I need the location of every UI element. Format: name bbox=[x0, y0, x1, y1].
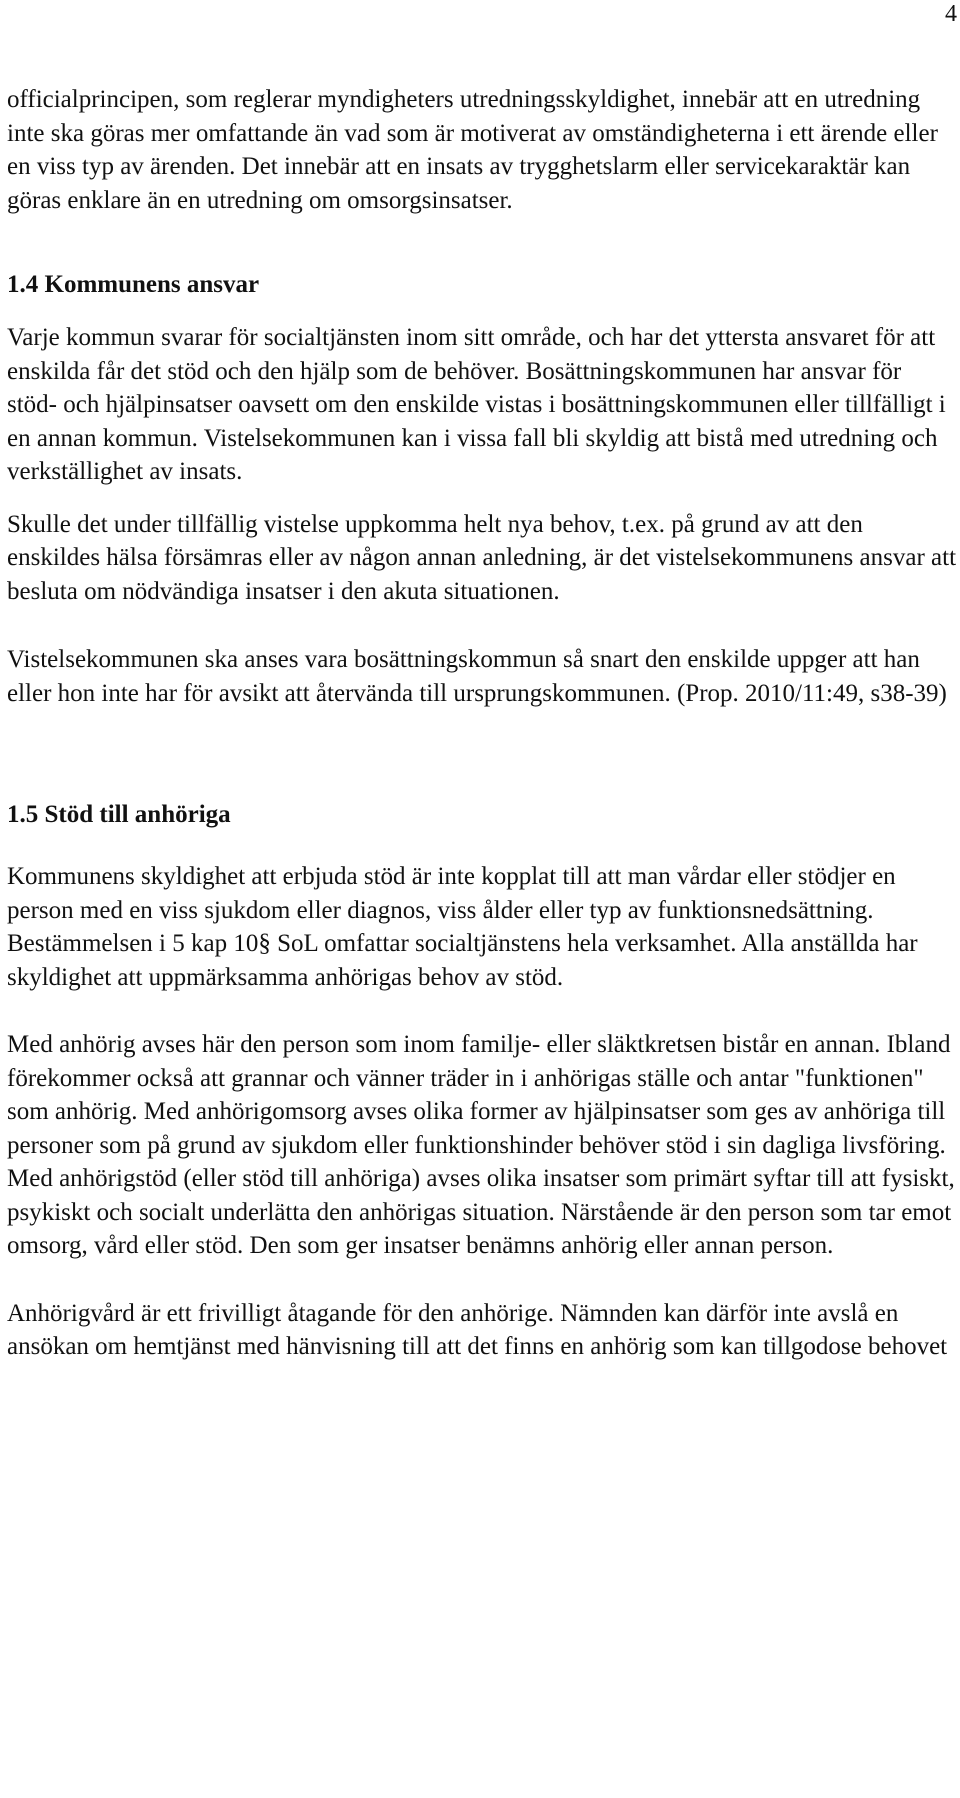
paragraph-support-obligation: Kommunens skyldighet att erbjuda stöd är inte kopplat till att man vårdar eller stödjer en person med en viss sjukdom eller diagnos, viss ålder eller typ av funktionsnedsättning. bbox=[7, 863, 896, 924]
section-heading-1-4: 1.4 Kommunens ansvar bbox=[7, 271, 260, 298]
paragraph-relative-care: Anhörigvård är ett frivilligt åtagande för den anhörige. Nämnden kan därför inte avslå en ansökan om hemtjänst med hänvisning till att det finns en anhörig som kan tillgodose behovet bbox=[7, 1299, 948, 1360]
document-body bbox=[7, 83, 957, 1364]
paragraph-relative-definition: Med anhörig avses här den person som inom familje- eller släktkretsen bistår en annan. Ibland förekommer också att grannar och vänner träder in i anhörigas ställe och antar "funktionen" som anhörig. Med anhörigomsorg avses olika former av hjälpinsatser som ges av anhöriga till personer som på grund av sjukdom eller funktionshinder behöver stöd i sin dagliga livsföring. Med anhörigstöd (eller stöd till anhöriga) avses olika insatser som primärt syftar till att fysiskt, psykiskt och socialt underlätta den anhörigas situation. Närstående är den person som tar emot omsorg, vård eller stöd. Den som ger insatser benämns anhörig eller annan person. bbox=[7, 1031, 955, 1259]
section-heading-1-5: 1.5 Stöd till anhöriga bbox=[7, 801, 231, 828]
page-number: 4 bbox=[945, 1, 957, 27]
paragraph-residence-municipality: Vistelsekommunen ska anses vara bosättningskommun så snart den enskilde uppger att han eller hon inte har för avsikt att återvända till ursprungskommunen. (Prop. 2010/11:49, s38-39) bbox=[7, 646, 947, 707]
paragraph-municipal-responsibility: Varje kommun svarar för socialtjänsten inom sitt område, och har det yttersta ansvaret för att enskilda får det stöd och den hjälp som de behöver. Bosättningskommunen har ansvar för stöd- och hjälpinsatser oavsett om den enskilde vistas i bosättningskommunen eller tillfälligt i en annan kommun. Vistelsekommunen kan i vissa fall bli skyldig att bistå med utredning och verkställighet av insats. bbox=[7, 324, 946, 485]
paragraph-temporary-stay: Skulle det under tillfällig vistelse uppkomma helt nya behov, t.ex. på grund av att den enskildes hälsa försämras eller av någon annan anledning, är det vistelsekommunens ansvar att besluta om nödvändiga insatser i den akuta situationen. bbox=[7, 510, 957, 605]
intro-paragraph: officialprincipen, som reglerar myndigheters utredningsskyldighet, innebär att en utredning inte ska göras mer omfattande än vad som är motiverat av omständigheterna i ett ärende eller en viss typ av ärenden. Det innebär att en insats av trygghetslarm eller servicekaraktär kan göras enklare än en utredning om omsorgsinsatser. bbox=[7, 86, 938, 214]
paragraph-sol-provision: Bestämmelsen i 5 kap 10§ SoL omfattar socialtjänstens hela verksamhet. Alla anställda har skyldighet att uppmärksamma anhörigas behov av stöd. bbox=[7, 930, 918, 991]
